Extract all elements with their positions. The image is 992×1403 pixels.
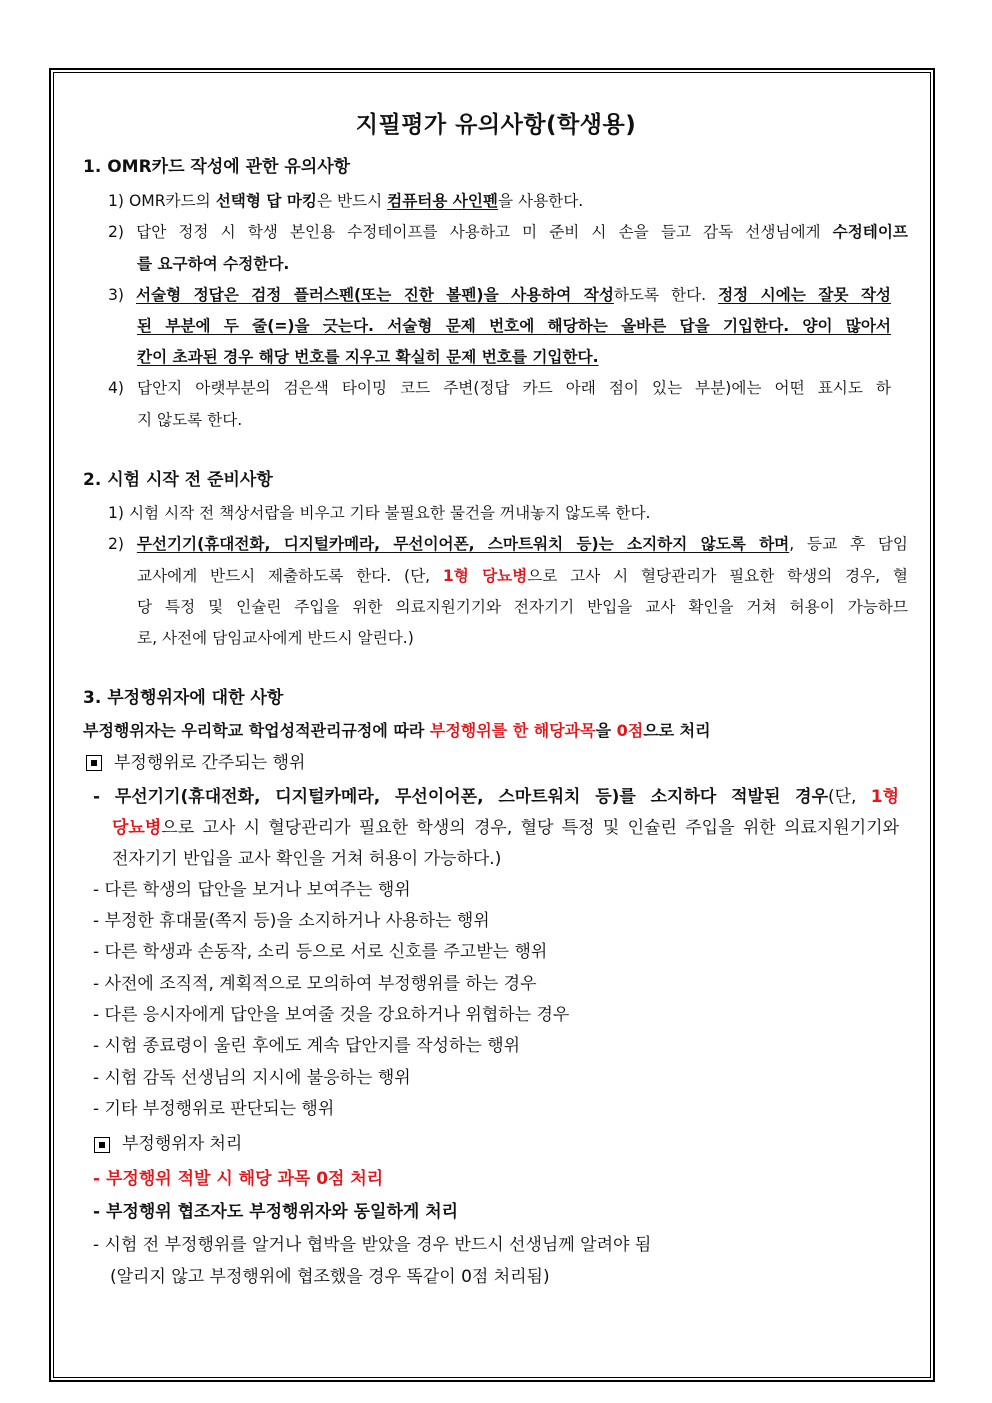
s1-item-4-line2: 지 않도록 한다. <box>137 411 243 429</box>
square-bullet-icon <box>86 755 102 771</box>
s1-item-3-line2: 된 부분에 두 줄(=)을 긋는다. 서술형 문제 번호에 해당하는 올바른 답을 기입한다. 양이 많아서 <box>137 317 891 335</box>
page-title: 지필평가 유의사항(학생용) <box>355 112 637 138</box>
s2-item-1: 1) 시험 시작 전 책상서랍을 비우고 기타 불필요한 물건을 꺼내놓지 않도록 한다. <box>108 504 651 522</box>
section-3-heading: 3. 부정행위자에 대한 사항 <box>83 688 284 708</box>
s1-item-2-line1: 2) 답안 정정 시 학생 본인용 수정테이프를 사용하고 미 준비 시 손을 들고 감독 선생님에게 수정테이프 <box>108 223 908 241</box>
s1-item-2-line2: 를 요구하여 수정한다. <box>137 255 290 273</box>
s2-item-2-line2: 교사에게 반드시 제출하도록 한다. (단, 1형 당뇨병으로 고사 시 혈당관리가 필요한 학생의 경우, 혈 <box>137 567 908 585</box>
s3-process-2: - 부정행위 협조자도 부정행위자와 동일하게 처리 <box>93 1202 459 1222</box>
s1-item-1: 1) OMR카드의 선택형 답 마킹은 반드시 컴퓨터용 사인펜을 사용한다. <box>108 192 584 210</box>
square-bullet-icon <box>94 1137 110 1153</box>
s3-intro: 부정행위자는 우리학교 학업성적관리규정에 따라 부정행위를 한 해당과목을 0점으로 처리 <box>83 721 711 740</box>
s1-item-3-line1: 3) 서술형 정답은 검정 플러스펜(또는 진한 볼펜)을 사용하여 작성하도록 한다. 정정 시에는 잘못 작성 <box>108 286 891 304</box>
s2-item-2-line1: 2) 무선기기(휴대전화, 디지털카메라, 무선이어폰, 스마트워치 등)는 소지하지 않도록 하며, 등교 후 담임 <box>108 535 908 553</box>
s1-item-3-line3: 칸이 초과된 경우 해당 번호를 지우고 확실히 문제 번호를 기입한다. <box>137 348 599 366</box>
s3-bullet-9: - 기타 부정행위로 판단되는 행위 <box>93 1099 335 1119</box>
s3-bullet-8: - 시험 감독 선생님의 지시에 불응하는 행위 <box>93 1068 411 1088</box>
s3-bullet-1-line2: 당뇨병으로 고사 시 혈당관리가 필요한 학생의 경우, 혈당 특정 및 인슐린 주입을 위한 의료지원기기와 <box>112 818 899 838</box>
s3-subheading-2: 부정행위자 처리 <box>122 1134 243 1154</box>
s3-bullet-6: - 다른 응시자에게 답안을 보여줄 것을 강요하거나 위협하는 경우 <box>93 1005 570 1025</box>
s3-subheading-1: 부정행위로 간주되는 행위 <box>114 753 306 773</box>
s3-process-3-line2: (알리지 않고 부정행위에 협조했을 경우 똑같이 0점 처리됨) <box>110 1267 550 1287</box>
s2-item-2-line4: 로, 사전에 담임교사에게 반드시 알린다.) <box>137 629 414 647</box>
s2-item-2-line3: 당 특정 및 인슐린 주입을 위한 의료지원기기와 전자기기 반입을 교사 확인을 거쳐 허용이 가능하므 <box>137 598 908 616</box>
s3-bullet-2: - 다른 학생의 답안을 보거나 보여주는 행위 <box>93 880 411 900</box>
s3-bullet-5: - 사전에 조직적, 계획적으로 모의하여 부정행위를 하는 경우 <box>93 974 537 994</box>
s3-bullet-4: - 다른 학생과 손동작, 소리 등으로 서로 신호를 주고받는 행위 <box>93 942 548 962</box>
s1-item-4-line1: 4) 답안지 아랫부분의 검은색 타이밍 코드 주변(정답 카드 아래 점이 있는 부분)에는 어떤 표시도 하 <box>108 379 891 397</box>
section-2-heading: 2. 시험 시작 전 준비사항 <box>83 470 273 490</box>
s3-bullet-1-line1: - 무선기기(휴대전화, 디지털카메라, 무선이어폰, 스마트워치 등)를 소지하다 적발된 경우(단, 1형 <box>93 787 899 807</box>
section-1-heading: 1. OMR카드 작성에 관한 유의사항 <box>83 157 351 177</box>
s3-process-1: - 부정행위 적발 시 해당 과목 0점 처리 <box>93 1169 384 1189</box>
s3-bullet-3: - 부정한 휴대물(쪽지 등)을 소지하거나 사용하는 행위 <box>93 911 490 931</box>
s3-bullet-7: - 시험 종료령이 울린 후에도 계속 답안지를 작성하는 행위 <box>93 1036 521 1056</box>
s3-bullet-1-line3: 전자기기 반입을 교사 확인을 거쳐 허용이 가능하다.) <box>112 849 502 869</box>
s3-process-3-line1: - 시험 전 부정행위를 알거나 협박을 받았을 경우 반드시 선생님께 알려야 됨 <box>93 1235 652 1255</box>
